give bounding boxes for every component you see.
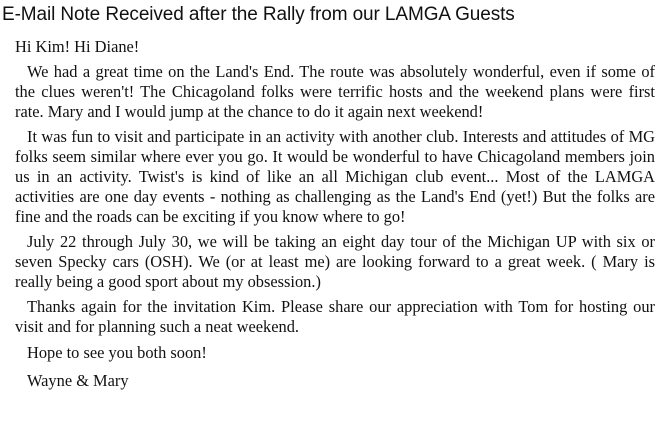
closing-line: Hope to see you both soon! (27, 343, 207, 362)
paragraph-1: We had a great time on the Land's End. The route was absolutely wonderful, even if some of the clues weren't! The Chicagoland folks were terrific hosts and the weekend plans were first rate. Mary and I would jump at the chance to do it again next weekend! (15, 62, 655, 121)
paragraph-4: Thanks again for the invitation Kim. Please share our appreciation with Tom for hosting our visit and for planning such a neat weekend. (15, 297, 655, 336)
signature: Wayne & Mary (27, 371, 129, 390)
article-headline: E-Mail Note Received after the Rally from our LAMGA Guests (2, 4, 515, 25)
email-body (15, 37, 655, 391)
paragraph-2: It was fun to visit and participate in an activity with another club. Interests and attitudes of MG folks seem similar where ever you go. It would be wonderful to have Chicagoland members join us in an activity. Twist's is kind of like an all Michigan club event... Most of the LAMGA activities are one day events - nothing as challenging as the Land's End (yet!) But the folks are fine and the roads can be exciting if you know where to go! (15, 127, 655, 226)
paragraph-3: July 22 through July 30, we will be taking an eight day tour of the Michigan UP with six or seven Specky cars (OSH). We (or at least me) are looking forward to a great week. ( Mary is really being a good sport about my obsession.) (15, 232, 655, 291)
greeting: Hi Kim! Hi Diane! (15, 37, 140, 56)
